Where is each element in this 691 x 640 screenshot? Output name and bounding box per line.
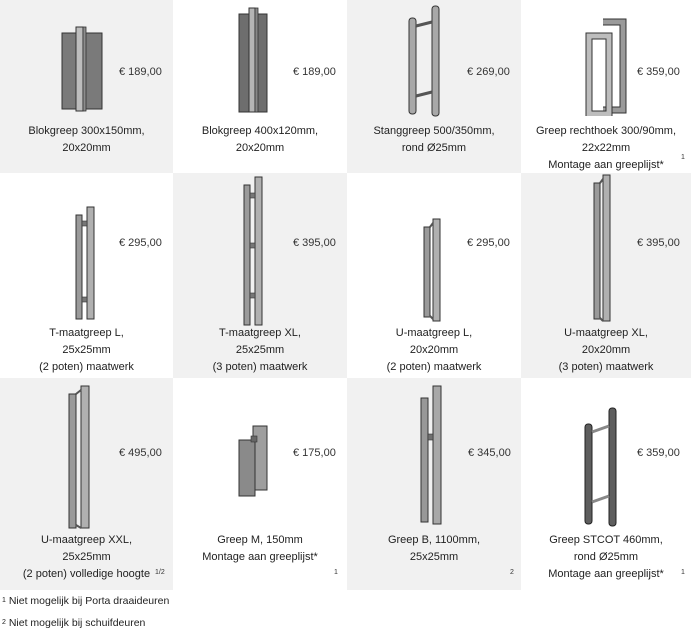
footnote-marker: 1 bbox=[681, 154, 685, 161]
price: € 189,00 bbox=[293, 66, 336, 78]
footnote-marker: 1/2 bbox=[155, 569, 165, 576]
product-caption: T-maatgreep L, 25x25mm (2 poten) maatwerk bbox=[39, 327, 134, 373]
product-card bbox=[0, 0, 173, 173]
greep-stcot-icon bbox=[577, 406, 627, 528]
price: € 345,00 bbox=[468, 447, 511, 459]
product-caption: Stanggreep 500/350mm, rond Ø25mm bbox=[373, 125, 495, 154]
product-card bbox=[521, 0, 691, 173]
price: € 175,00 bbox=[293, 447, 336, 459]
product-card bbox=[0, 173, 173, 378]
product-caption: Greep rechthoek 300/90mm, 22x22mm Montage aan greeplijst* bbox=[535, 125, 677, 171]
product-caption: U-maatgreep XL, 20x20mm (3 poten) maatwerk bbox=[558, 327, 654, 373]
stanggreep-icon bbox=[402, 4, 452, 119]
t-maatgreep-xl-icon bbox=[239, 173, 269, 327]
price: € 295,00 bbox=[467, 237, 510, 249]
product-card bbox=[0, 378, 173, 590]
price: € 495,00 bbox=[119, 447, 162, 459]
product-card bbox=[347, 0, 521, 173]
t-maatgreep-l-icon bbox=[74, 203, 100, 323]
u-maatgreep-xxl-icon bbox=[66, 384, 94, 530]
footnote-2: $^2$ Niet mogelijk bij schuifdeuren bbox=[2, 617, 146, 629]
product-card bbox=[173, 173, 347, 378]
footnotes bbox=[2, 593, 169, 637]
product-card bbox=[173, 378, 347, 590]
blokgreep-400-icon bbox=[233, 6, 273, 116]
u-maatgreep-l-icon bbox=[421, 217, 445, 323]
price: € 395,00 bbox=[637, 237, 680, 249]
greep-m-icon bbox=[237, 422, 273, 498]
footnote-marker: 1 bbox=[681, 569, 685, 576]
product-caption: Greep STCOT 460mm, rond Ø25mm Montage aan greeplijst* bbox=[548, 534, 664, 580]
product-caption: Blokgreep 400x120mm, 20x20mm bbox=[201, 125, 319, 154]
product-caption: T-maatgreep XL, 25x25mm (3 poten) maatwerk bbox=[212, 327, 308, 373]
price: € 269,00 bbox=[467, 66, 510, 78]
product-card bbox=[347, 378, 521, 590]
product-caption: U-maatgreep XXL, 25x25mm (2 poten) volledige hoogte bbox=[22, 534, 151, 580]
u-maatgreep-xl-icon bbox=[591, 173, 615, 325]
greep-b-icon bbox=[417, 384, 447, 526]
price: € 295,00 bbox=[119, 237, 162, 249]
product-caption: Greep B, 1100mm, 25x25mm bbox=[387, 534, 481, 563]
footnote-marker: 2 bbox=[510, 569, 514, 576]
product-caption: Blokgreep 300x150mm, 20x20mm bbox=[28, 125, 145, 154]
price: € 359,00 bbox=[637, 447, 680, 459]
footnote-1: $^1$ Niet mogelijk bij Porta draaideuren bbox=[2, 595, 170, 607]
product-card bbox=[347, 173, 521, 378]
product-caption: Greep M, 150mm Montage aan greeplijst* bbox=[202, 534, 318, 563]
product-card bbox=[521, 378, 691, 590]
price: € 395,00 bbox=[293, 237, 336, 249]
blokgreep-300-icon bbox=[58, 25, 108, 115]
product-caption: U-maatgreep L, 20x20mm (2 poten) maatwerk bbox=[386, 327, 482, 373]
price: € 359,00 bbox=[637, 66, 680, 78]
greep-rechthoek-icon bbox=[583, 16, 633, 116]
footnote-marker: 1 bbox=[334, 569, 338, 576]
product-card bbox=[521, 173, 691, 378]
product-card bbox=[173, 0, 347, 173]
price: € 189,00 bbox=[119, 66, 162, 78]
